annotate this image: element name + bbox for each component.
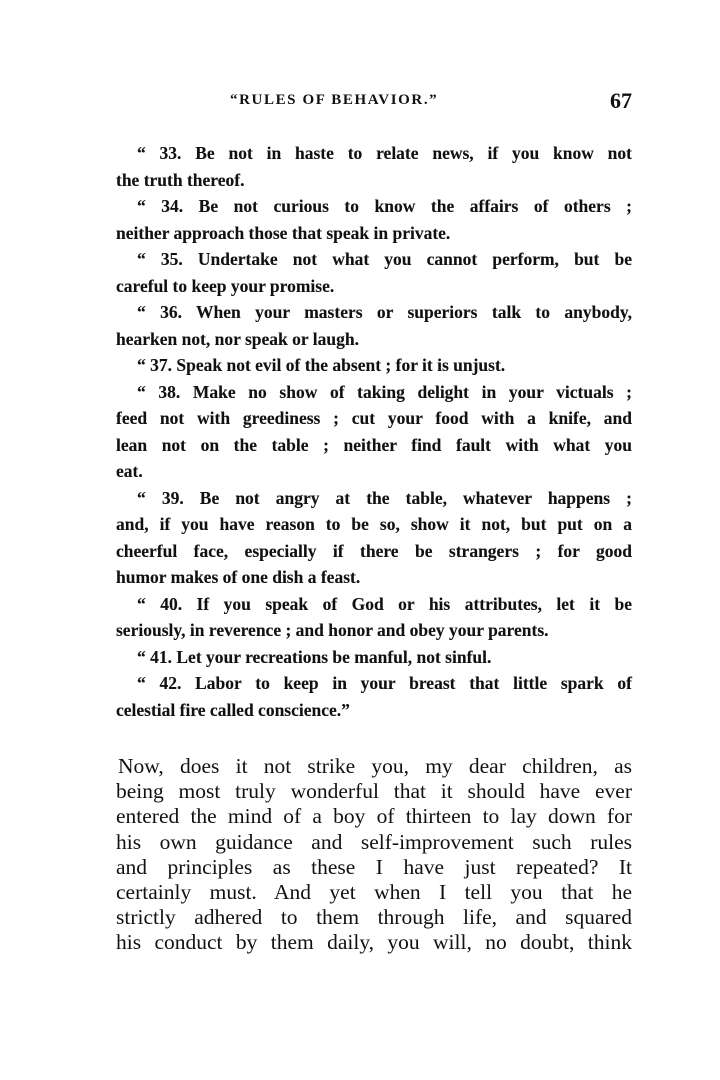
page-number: 67 <box>610 88 632 113</box>
paragraph-text-line: his own guidance and self-improvement such rules <box>116 829 632 854</box>
rule-text-line: celestial fire called conscience.” <box>116 699 350 720</box>
paragraph-text-line: and principles as these I have just repeated? It <box>116 854 632 879</box>
rule-text-line: and, if you have reason to be so, show it not, but put on a <box>116 514 632 534</box>
rule-text-line: cheerful face, especially if there be strangers ; for good <box>116 540 632 561</box>
paragraph-text-line: entered the mind of a boy of thirteen to lay down for <box>116 804 632 829</box>
rule-text-line: “ 41. Let your recreations be manful, not sinful. <box>137 646 492 667</box>
paragraph-text-line: strictly adhered to them through life, and squared <box>116 905 632 930</box>
paragraph-text-line: certainly must. And yet when I tell you that he <box>116 879 632 904</box>
rule-text-line: hearken not, nor speak or laugh. <box>116 328 359 349</box>
rule-text-line: eat. <box>116 461 143 481</box>
rule-text-line: “ 36. When your masters or superiors talk to anybody, <box>137 302 632 322</box>
rule-text-line: “ 38. Make no show of taking delight in your victuals ; <box>137 381 632 402</box>
rule-text-line: lean not on the table ; neither find fault with what you <box>116 434 632 455</box>
rule-text-line: feed not with greediness ; cut your food with a knife, and <box>116 408 632 428</box>
paragraph-text-line: Now, does it not strike you, my dear children, as <box>118 754 632 778</box>
rule-text-line: “ 34. Be not curious to know the affairs of others ; <box>137 196 632 216</box>
rule-text-line: “ 35. Undertake not what you cannot perform, but be <box>137 249 632 269</box>
running-title: “RULES OF BEHAVIOR.” <box>230 92 439 108</box>
rule-text-line: “ 39. Be not angry at the table, whatever happens ; <box>137 487 632 508</box>
rule-text-line: careful to keep your promise. <box>116 275 335 296</box>
rule-text-line: “ 42. Labor to keep in your breast that little spark of <box>137 673 632 693</box>
rule-text-line: “ 37. Speak not evil of the absent ; for it is unjust. <box>137 355 506 375</box>
rule-text-line: humor makes of one dish a feast. <box>116 567 361 587</box>
running-header <box>116 88 632 116</box>
rules-list <box>116 140 632 723</box>
paragraph-text-line: being most truly wonderful that it should have ever <box>116 779 632 804</box>
rule-text-line: the truth thereof. <box>116 169 245 190</box>
rule-text-line: seriously, in reverence ; and honor and obey your parents. <box>116 620 549 640</box>
body-paragraph <box>116 754 632 956</box>
rule-text-line: neither approach those that speak in private. <box>116 222 451 243</box>
paragraph-text-line: his conduct by them daily, you will, no doubt, think <box>116 930 632 955</box>
rule-text-line: “ 33. Be not in haste to relate news, if you know not <box>137 143 632 163</box>
rule-text-line: “ 40. If you speak of God or his attributes, let it be <box>137 593 632 614</box>
